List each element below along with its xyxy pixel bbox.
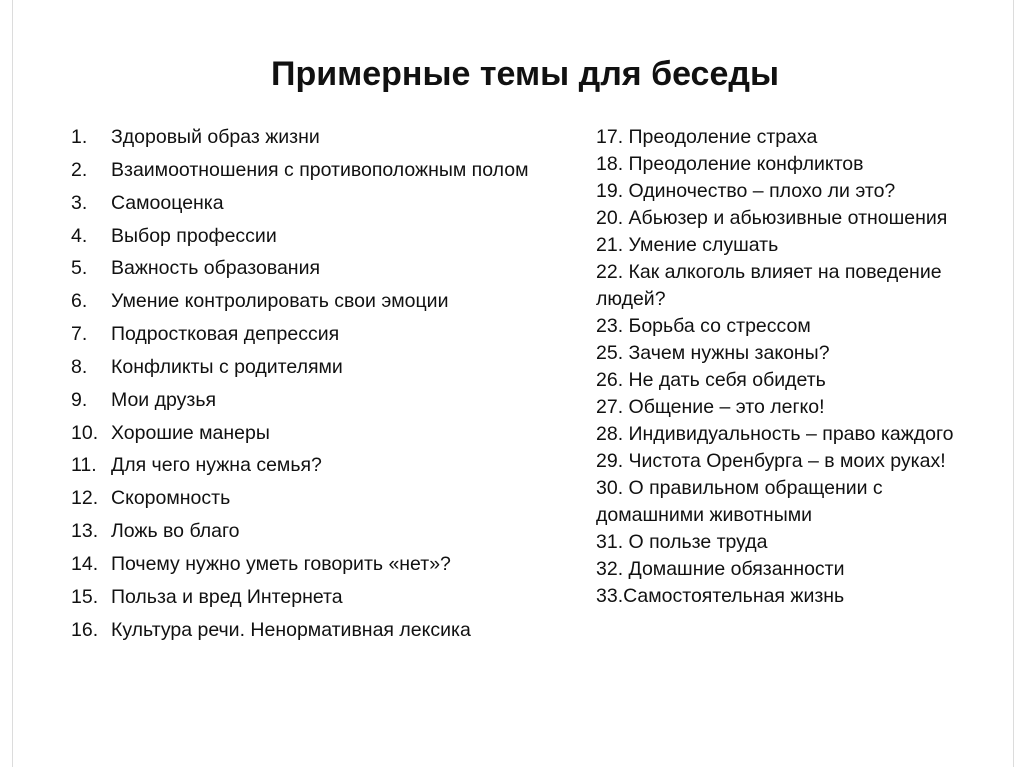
list-item [71, 420, 571, 447]
list-item: 22. Как алкоголь влияет на поведение людей? [596, 261, 942, 310]
list-item [71, 584, 571, 611]
list-item: 32. Домашние обязанности [596, 558, 845, 580]
list-item: 29. Чистота Оренбурга – в моих руках! [596, 450, 946, 472]
list-item [71, 485, 571, 512]
item-text: Для чего нужна семья? [111, 454, 322, 477]
list-item: 27. Общение – это легко! [596, 396, 825, 418]
list-item: 33.Самостоятельная жизнь [596, 585, 845, 607]
item-number: 4. [71, 224, 88, 247]
topics-list-left [71, 124, 571, 650]
item-text: Взаимоотношения с противоположным полом [111, 158, 529, 181]
slide [12, 0, 1014, 767]
item-number: 10. [71, 421, 99, 444]
list-item: 31. О пользе труда [596, 531, 768, 553]
item-number: 15. [71, 585, 99, 608]
item-number: 3. [71, 191, 88, 214]
list-item [71, 157, 571, 184]
item-text: Выбор профессии [111, 224, 277, 247]
item-text: Конфликты с родителями [111, 355, 343, 378]
list-item: 21. Умение слушать [596, 234, 779, 256]
item-text: Умение контролировать свои эмоции [111, 290, 449, 313]
item-number: 13. [71, 520, 99, 543]
item-text: Подростковая депрессия [111, 323, 340, 346]
list-item [71, 354, 571, 381]
item-number: 7. [71, 323, 88, 346]
list-item: 25. Зачем нужны законы? [596, 342, 830, 364]
item-number: 16. [71, 618, 99, 641]
item-text: Мои друзья [111, 388, 217, 411]
list-item [71, 190, 571, 217]
list-item: 18. Преодоление конфликтов [596, 153, 864, 175]
list-item: 23. Борьба со стрессом [596, 315, 811, 337]
item-text: Хорошие манеры [111, 421, 270, 444]
item-text: Почему нужно уметь говорить «нет»? [111, 552, 451, 575]
list-item [71, 255, 571, 282]
topics-list-right [596, 124, 996, 610]
list-item: 28. Индивидуальность – право каждого [596, 423, 954, 445]
item-number: 1. [71, 126, 88, 148]
item-text: Здоровый образ жизни [111, 126, 320, 148]
item-text: Важность образования [111, 257, 321, 280]
item-number: 8. [71, 355, 88, 378]
item-number: 5. [71, 257, 88, 280]
list-item: 20. Абьюзер и абьюзивные отношения [596, 207, 948, 229]
list-item [71, 387, 571, 414]
list-item [71, 321, 571, 348]
list-item: 26. Не дать себя обидеть [596, 369, 826, 391]
list-item: 30. О правильном обращении с домашними животными [596, 477, 883, 526]
item-number: 6. [71, 290, 88, 313]
list-item [71, 551, 571, 578]
item-number: 12. [71, 487, 99, 510]
slide-title: Примерные темы для беседы [271, 55, 779, 93]
item-text: Культура речи. Ненормативная лексика [111, 618, 471, 641]
list-item [71, 617, 571, 644]
list-item [71, 223, 571, 250]
item-number: 11. [71, 454, 97, 477]
item-text: Ложь во благо [111, 520, 240, 543]
item-text: Самооценка [111, 191, 224, 214]
item-number: 9. [71, 388, 88, 411]
list-item [71, 452, 571, 479]
item-number: 14. [71, 552, 99, 575]
list-item: 17. Преодоление страха [596, 126, 818, 148]
list-item [71, 124, 571, 151]
item-text: Скоромность [111, 487, 231, 510]
item-text: Польза и вред Интернета [111, 585, 343, 608]
list-item [71, 288, 571, 315]
list-item: 19. Одиночество – плохо ли это? [596, 180, 896, 202]
item-number: 2. [71, 158, 88, 181]
list-item [71, 518, 571, 545]
